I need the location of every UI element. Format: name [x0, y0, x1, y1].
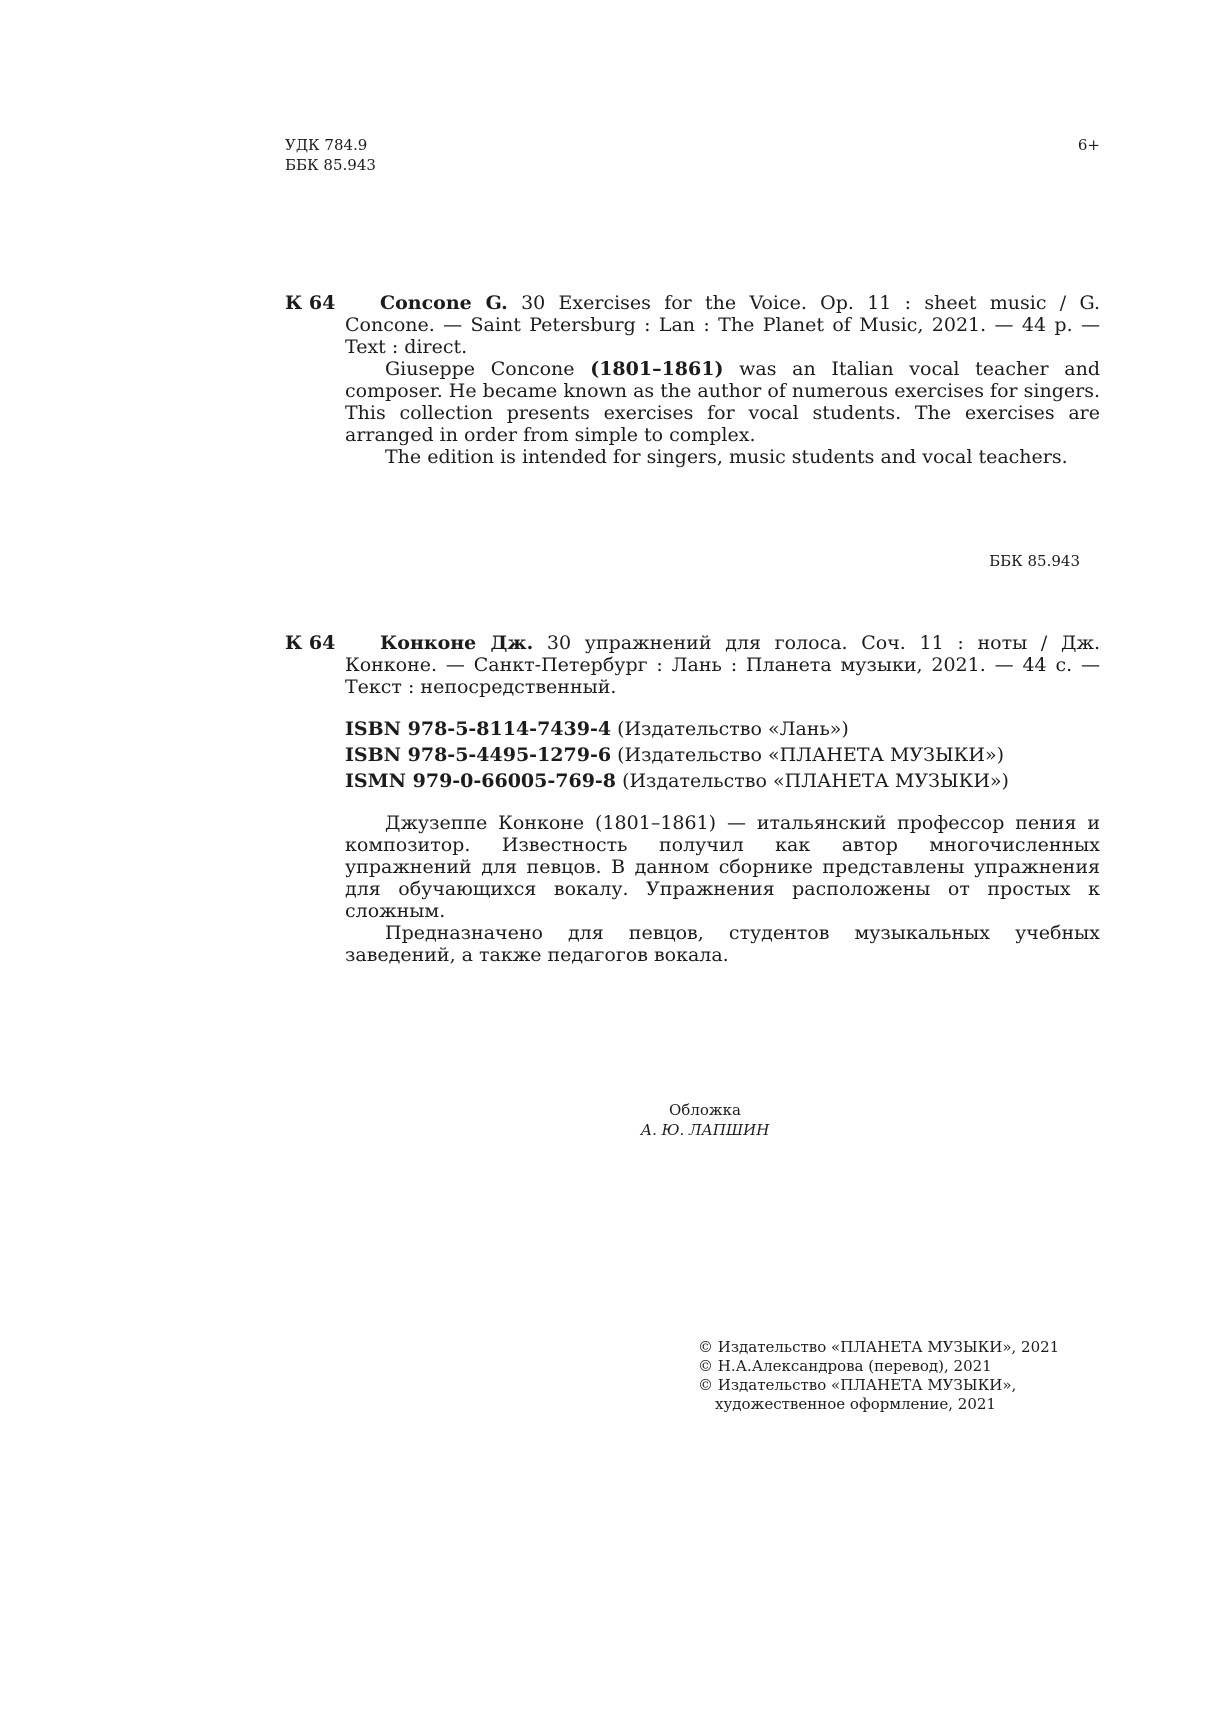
isbn-number: ISBN 978-5-4495-1279-6 [345, 744, 612, 766]
cover-designer: А. Ю. ЛАПШИН [640, 1121, 770, 1139]
author-english: Concone G. [380, 292, 508, 314]
isbn-publisher: (Издательство «Лань») [617, 718, 849, 740]
citation-russian-text: 30 упражнений для голоса. Соч. 11 : ноты / Дж. Конконе. — Санкт-Петербург : Лань : Планета музыки, 2021. — 44 с. — Текст : непосредственный. [345, 632, 1100, 698]
citation-english-text: 30 Exercises for the Voice. Op. 11 : sheet music / G. Concone. — Saint Petersburg : Lan : The Planet of Music, 2021. — 44 p. — Text : direct. [345, 292, 1100, 358]
abstract-english [345, 358, 1100, 468]
isbn-row [345, 718, 1100, 740]
isbn-list [345, 718, 1100, 792]
isbn-publisher: (Издательство «ПЛАНЕТА МУЗЫКИ») [622, 770, 1009, 792]
abstract-english-text: was an Italian vocal teacher and composer. He became known as the author of numerous exercises for singers. This collection presents exercises for vocal students. The exercises are arranged in order from simple to complex. [345, 358, 1100, 446]
abstract-english-name: Giuseppe Concone [385, 358, 575, 380]
bbk-code: ББК 85.943 [285, 156, 376, 174]
abstract-russian: Джузеппе Конконе (1801–1861) — итальянский профессор пения и композитор. Известность получил как автор многочисленных упражнений для певцов. В данном сборнике представлены упражнения для обучающихся вокалу. Упражнения расположены от простых к сложным. [345, 812, 1100, 922]
citation-english [345, 292, 1100, 358]
record-code-english: К 64 [285, 292, 336, 314]
cover-credit [555, 1102, 855, 1139]
isbn-row [345, 770, 1100, 792]
copyright-line: © Издательство «ПЛАНЕТА МУЗЫКИ», художественное оформление, 2021 [698, 1376, 1017, 1413]
abstract-english-years: (1801–1861) [590, 358, 724, 380]
copyright-line: © Издательство «ПЛАНЕТА МУЗЫКИ», 2021 [698, 1338, 1060, 1356]
audience-english: The edition is intended for singers, music students and vocal teachers. [385, 446, 1068, 468]
classification-block [285, 135, 445, 175]
audience-russian: Предназначено для певцов, студентов музыкальных учебных заведений, а также педагогов вокала. [345, 922, 1100, 966]
isbn-row [345, 744, 1100, 766]
copyright-block [698, 1338, 1098, 1414]
udk-code: УДК 784.9 [285, 136, 368, 154]
isbn-publisher: (Издательство «ПЛАНЕТА МУЗЫКИ») [617, 744, 1004, 766]
isbn-number: ISBN 978-5-8114-7439-4 [345, 718, 612, 740]
bbk-english: ББК 85.943 [989, 552, 1080, 570]
age-rating: 6+ [1077, 136, 1100, 154]
record-code-russian: К 64 [285, 632, 336, 654]
isbn-number: ISMN 979-0-66005-769-8 [345, 770, 617, 792]
abstract-russian-block [345, 812, 1100, 966]
copyright-line: © Н.А.Александрова (перевод), 2021 [698, 1357, 992, 1375]
citation-russian [345, 632, 1100, 698]
cover-label: Обложка [668, 1101, 741, 1119]
author-russian: Конконе Дж. [380, 632, 534, 654]
